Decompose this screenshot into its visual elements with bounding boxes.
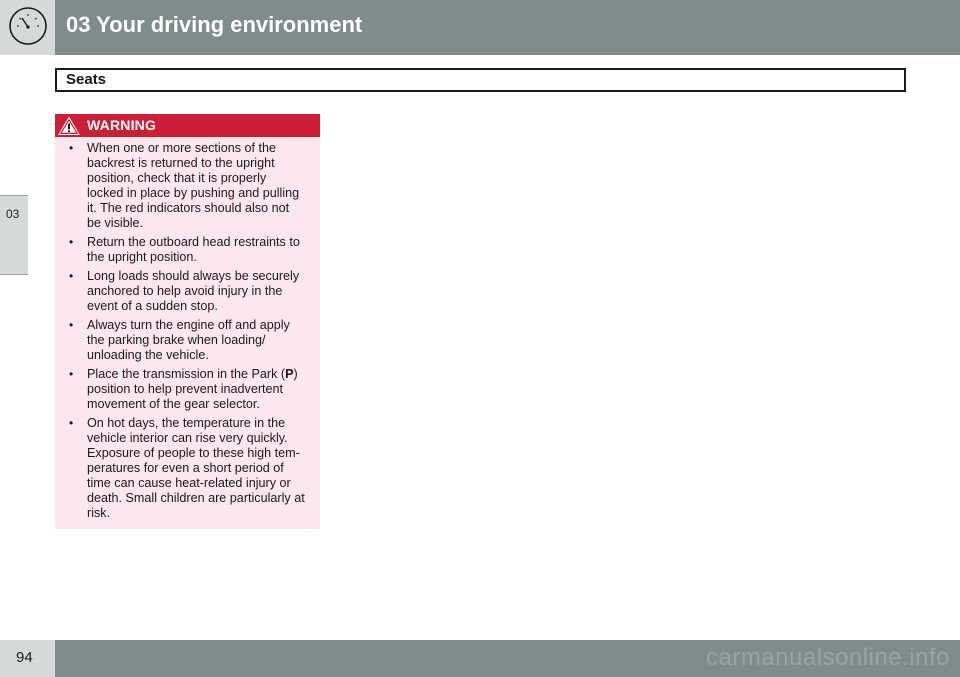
bullet-icon: • <box>69 367 74 381</box>
warning-line: death. Small children are particularly at <box>87 491 305 505</box>
warning-line: Always turn the engine off and apply <box>87 318 290 332</box>
warning-line: it. The red indicators should also not <box>87 201 290 215</box>
watermark: carmanualsonline.info <box>706 644 950 671</box>
warning-line: Exposure of people to these high tem- <box>87 446 300 460</box>
warning-item <box>55 416 320 521</box>
warning-line: locked in place by pushing and pulling <box>87 186 300 200</box>
warning-line: Long loads should always be securely <box>87 269 300 283</box>
page-number: 94 <box>16 649 33 666</box>
warning-line: Return the outboard head restraints to <box>87 235 300 249</box>
bullet-icon: • <box>69 141 74 155</box>
warning-line: peratures for even a short period of <box>87 461 284 475</box>
warning-line: risk. <box>87 506 111 520</box>
warning-list <box>55 141 320 525</box>
side-strip <box>0 55 28 640</box>
bullet-icon: • <box>69 416 74 430</box>
warning-line: the parking brake when loading/ <box>87 333 266 347</box>
bullet-icon: • <box>69 269 74 283</box>
warning-header <box>55 114 320 137</box>
warning-line: be visible. <box>87 216 144 230</box>
warning-item <box>55 269 320 314</box>
warning-box <box>55 114 320 529</box>
park-close-paren: ) <box>293 367 298 381</box>
warning-line: position, check that it is properly <box>87 171 267 185</box>
warning-item <box>55 141 320 231</box>
park-letter: P <box>285 367 294 381</box>
warning-line: movement of the gear selector. <box>87 397 260 411</box>
warning-item <box>55 318 320 363</box>
speedometer-icon <box>8 6 48 46</box>
bullet-icon: • <box>69 235 74 249</box>
warning-line: the upright position. <box>87 250 197 264</box>
section-heading-box <box>55 68 906 92</box>
chapter-tab[interactable] <box>0 195 28 275</box>
header-corner <box>0 0 55 55</box>
warning-line: unloading the vehicle. <box>87 348 209 362</box>
warning-line: position to help prevent inadvertent <box>87 382 284 396</box>
warning-line: anchored to help avoid injury in the <box>87 284 283 298</box>
warning-line: When one or more sections of the <box>87 141 277 155</box>
warning-line: vehicle interior can rise very quickly. <box>87 431 288 445</box>
warning-line <box>87 367 312 382</box>
warning-title: WARNING <box>87 117 157 133</box>
bullet-icon: • <box>69 318 74 332</box>
warning-item <box>55 235 320 265</box>
section-title: Seats <box>66 71 107 88</box>
warning-line: time can cause heat-related injury or <box>87 476 291 490</box>
warning-line-text: Place the transmission in the Park ( <box>87 367 286 381</box>
warning-triangle-icon <box>58 116 80 136</box>
chapter-title: 03 Your driving environment <box>66 12 363 37</box>
warning-line: event of a sudden stop. <box>87 299 218 313</box>
warning-item <box>55 367 320 412</box>
warning-line: On hot days, the temperature in the <box>87 416 286 430</box>
chapter-tab-label: 03 <box>6 207 20 221</box>
warning-line: backrest is returned to the upright <box>87 156 275 170</box>
